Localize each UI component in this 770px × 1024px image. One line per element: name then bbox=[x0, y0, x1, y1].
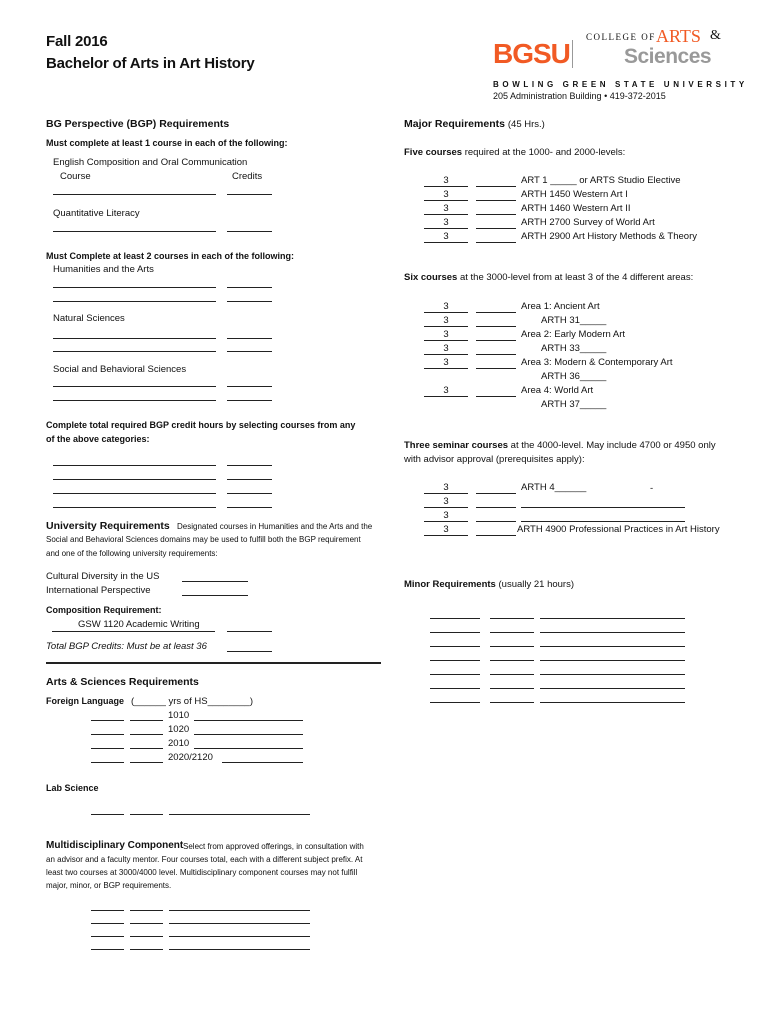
multi-field[interactable] bbox=[130, 936, 163, 937]
credits-value: 3 bbox=[443, 189, 449, 200]
social-course-field[interactable] bbox=[53, 400, 216, 401]
social-credits-field[interactable] bbox=[227, 386, 272, 387]
minor-grade-field[interactable] bbox=[490, 646, 534, 647]
five-courses-bold: Five courses bbox=[404, 147, 463, 158]
credits-underline bbox=[424, 507, 468, 508]
area-course-field[interactable]: ARTH 36_____ bbox=[541, 371, 607, 382]
language-course-label: 1020 bbox=[168, 724, 190, 735]
social-label: Social and Behavioral Sciences bbox=[53, 364, 187, 375]
minor-grade-field[interactable] bbox=[490, 632, 534, 633]
major-heading bbox=[404, 118, 545, 130]
gsw-course: GSW 1120 Academic Writing bbox=[78, 619, 200, 630]
grade-field[interactable] bbox=[476, 186, 516, 187]
address-line: 205 Administration Building • 419-372-2015 bbox=[493, 91, 666, 101]
language-field[interactable] bbox=[91, 762, 124, 763]
credits-value: 3 bbox=[443, 524, 449, 535]
minor-course-field[interactable] bbox=[540, 618, 685, 619]
natural-credits-field[interactable] bbox=[227, 338, 272, 339]
humanities-credits-field[interactable] bbox=[227, 287, 272, 288]
humanities-course-field[interactable] bbox=[53, 287, 216, 288]
major-course: ARTH 2900 Art History Methods & Theory bbox=[521, 231, 698, 242]
minor-credits-field[interactable] bbox=[430, 618, 480, 619]
grade-field[interactable] bbox=[476, 535, 516, 536]
credits-value: 3 bbox=[443, 496, 449, 507]
credits-underline bbox=[424, 396, 468, 397]
minor-course-field[interactable] bbox=[540, 674, 685, 675]
natural-label: Natural Sciences bbox=[53, 313, 125, 324]
university-desc-1: Designated courses in Humanities and the Arts and the bbox=[177, 522, 373, 531]
grade-field[interactable] bbox=[476, 312, 516, 313]
language-field[interactable] bbox=[91, 720, 124, 721]
quant-credits-field[interactable] bbox=[227, 231, 272, 232]
language-field[interactable] bbox=[130, 720, 163, 721]
grade-field[interactable] bbox=[476, 354, 516, 355]
international-field[interactable] bbox=[182, 595, 248, 596]
credits-underline bbox=[424, 521, 468, 522]
quant-label: Quantitative Literacy bbox=[53, 208, 140, 219]
lab-science-label: Lab Science bbox=[46, 783, 99, 793]
credits-value: 3 bbox=[443, 231, 449, 242]
area-label: Area 3: Modern & Contemporary Art bbox=[521, 357, 673, 368]
credits-value: 3 bbox=[443, 357, 449, 368]
minor-course-field[interactable] bbox=[540, 632, 685, 633]
major-course: ARTH 2700 Survey of World Art bbox=[521, 217, 655, 228]
language-section-field[interactable] bbox=[194, 720, 303, 721]
minor-grade-field[interactable] bbox=[490, 674, 534, 675]
multi-field[interactable] bbox=[91, 923, 124, 924]
minor-grade-field[interactable] bbox=[490, 618, 534, 619]
bgp-must-one: Must complete at least 1 course in each of the following: bbox=[46, 138, 288, 148]
minor-credits-field[interactable] bbox=[430, 632, 480, 633]
minor-hours: (usually 21 hours) bbox=[498, 579, 575, 590]
minor-course-field[interactable] bbox=[540, 660, 685, 661]
credits-value: 3 bbox=[443, 510, 449, 521]
seminar-course-field[interactable]: ARTH 4______ bbox=[521, 482, 587, 493]
area-label: Area 2: Early Modern Art bbox=[521, 329, 626, 340]
seminar-course: ARTH 4900 Professional Practices in Art History bbox=[517, 524, 720, 535]
minor-credits-field[interactable] bbox=[430, 674, 480, 675]
university-name: BOWLING GREEN STATE UNIVERSITY bbox=[493, 80, 748, 89]
credits-value: 3 bbox=[443, 301, 449, 312]
major-course: ARTH 1460 Western Art II bbox=[521, 203, 631, 214]
area-course-field[interactable]: ARTH 37_____ bbox=[541, 399, 607, 410]
credits-value: 3 bbox=[443, 175, 449, 186]
minor-credits-field[interactable] bbox=[430, 660, 480, 661]
credits-underline bbox=[424, 493, 468, 494]
six-courses-rest: at the 3000-level from at least 3 of the 4 different areas: bbox=[459, 272, 694, 283]
international-label: International Perspective bbox=[46, 585, 151, 596]
college-of-label: COLLEGE OF bbox=[586, 32, 656, 42]
language-section-field[interactable] bbox=[222, 762, 304, 763]
language-section-field[interactable] bbox=[194, 734, 303, 735]
course-column-label: Course bbox=[60, 171, 91, 182]
multi-field[interactable] bbox=[91, 936, 124, 937]
complete-total-line1: Complete total required BGP credit hours by selecting courses from any bbox=[46, 420, 356, 430]
language-field[interactable] bbox=[130, 762, 163, 763]
multi-desc-2: an advisor and a faculty mentor. Four courses total, each with a different subject prefix. At bbox=[46, 855, 363, 864]
humanities-credits-field[interactable] bbox=[227, 301, 272, 302]
seminar-course-field[interactable] bbox=[521, 507, 685, 508]
six-courses-bold: Six courses bbox=[404, 272, 458, 283]
grade-field[interactable] bbox=[476, 340, 516, 341]
lab-course-field[interactable] bbox=[169, 814, 310, 815]
english-label: English Composition and Oral Communication bbox=[53, 157, 248, 168]
arts-logo-text: ARTS bbox=[656, 26, 701, 46]
minor-grade-field[interactable] bbox=[490, 702, 534, 703]
university-heading: University Requirements bbox=[46, 520, 170, 532]
ampersand: & bbox=[710, 28, 721, 43]
cultural-field[interactable] bbox=[182, 581, 248, 582]
seminar-line2: with advisor approval (prerequisites apply): bbox=[404, 454, 585, 465]
english-credits-field[interactable] bbox=[227, 194, 272, 195]
quant-course-field[interactable] bbox=[53, 231, 216, 232]
foreign-language-label: Foreign Language bbox=[46, 696, 125, 706]
major-heading-label: Major Requirements bbox=[404, 118, 505, 130]
elective-credits-field[interactable] bbox=[227, 479, 272, 480]
credits-value: 3 bbox=[443, 385, 449, 396]
credits-value: 3 bbox=[443, 482, 449, 493]
lab-field[interactable] bbox=[91, 814, 124, 815]
multi-desc-3: least two courses at 3000/4000 level. Multidisciplinary component courses may not fulfill bbox=[46, 868, 358, 877]
language-section-field[interactable] bbox=[194, 748, 303, 749]
natural-credits-field[interactable] bbox=[227, 351, 272, 352]
credits-underline bbox=[424, 354, 468, 355]
credits-value: 3 bbox=[443, 217, 449, 228]
major-course: ART 1 _____ or ARTS Studio Elective bbox=[521, 175, 681, 186]
five-courses-rest: required at the 1000- and 2000-levels: bbox=[464, 147, 626, 158]
credits-column-label: Credits bbox=[232, 171, 263, 182]
total-bgp-credits: Total BGP Credits: Must be at least 36 bbox=[46, 641, 207, 652]
multi-course-field[interactable] bbox=[169, 936, 310, 937]
minor-credits-field[interactable] bbox=[430, 646, 480, 647]
grade-field[interactable] bbox=[476, 242, 516, 243]
arts-sciences-heading: Arts & Sciences Requirements bbox=[46, 676, 199, 688]
area-label: Area 1: Ancient Art bbox=[521, 301, 600, 312]
bgp-heading: BG Perspective (BGP) Requirements bbox=[46, 118, 230, 130]
term-title: Fall 2016 bbox=[46, 33, 108, 50]
multidisciplinary-heading: Multidisciplinary Component bbox=[46, 840, 184, 851]
social-credits-field[interactable] bbox=[227, 400, 272, 401]
humanities-label: Humanities and the Arts bbox=[53, 264, 154, 275]
credits-underline bbox=[424, 242, 468, 243]
credits-value: 3 bbox=[443, 329, 449, 340]
grade-field[interactable] bbox=[476, 396, 516, 397]
humanities-course-field[interactable] bbox=[53, 301, 216, 302]
seminar-bold: Three seminar courses bbox=[404, 440, 509, 451]
credits-underline bbox=[424, 186, 468, 187]
social-course-field[interactable] bbox=[53, 386, 216, 387]
grade-field[interactable] bbox=[476, 368, 516, 369]
university-desc-3: and one of the following university requirements: bbox=[46, 549, 218, 558]
cultural-label: Cultural Diversity in the US bbox=[46, 571, 160, 582]
multi-desc-4: major, minor, or BGP requirements. bbox=[46, 881, 172, 890]
multi-course-field[interactable] bbox=[169, 949, 310, 950]
minor-course-field[interactable] bbox=[540, 646, 685, 647]
composition-heading: Composition Requirement: bbox=[46, 605, 162, 615]
grade-field[interactable] bbox=[476, 228, 516, 229]
multi-field[interactable] bbox=[91, 949, 124, 950]
language-field[interactable] bbox=[91, 734, 124, 735]
minor-course-field[interactable] bbox=[540, 688, 685, 689]
minor-credits-field[interactable] bbox=[430, 702, 480, 703]
elective-course-field[interactable] bbox=[53, 493, 216, 494]
multi-field[interactable] bbox=[91, 910, 124, 911]
gsw-credits-field[interactable] bbox=[227, 631, 272, 632]
language-course-label: 2020/2120 bbox=[168, 752, 213, 763]
credits-underline bbox=[424, 228, 468, 229]
elective-credits-field[interactable] bbox=[227, 493, 272, 494]
grade-field[interactable] bbox=[476, 507, 516, 508]
section-divider bbox=[46, 662, 381, 664]
credits-underline bbox=[424, 535, 468, 536]
seminar-intro bbox=[404, 440, 716, 451]
area-label: Area 4: World Art bbox=[521, 385, 594, 396]
degree-title: Bachelor of Arts in Art History bbox=[46, 55, 255, 72]
gsw-underline bbox=[52, 631, 215, 632]
elective-course-field[interactable] bbox=[53, 479, 216, 480]
lab-field[interactable] bbox=[130, 814, 163, 815]
multi-field[interactable] bbox=[130, 923, 163, 924]
natural-course-field[interactable] bbox=[53, 351, 216, 352]
language-course-label: 1010 bbox=[168, 710, 190, 721]
grade-field[interactable] bbox=[476, 326, 516, 327]
grade-field[interactable] bbox=[476, 521, 516, 522]
grade-field[interactable] bbox=[476, 493, 516, 494]
multi-course-field[interactable] bbox=[169, 923, 310, 924]
foreign-hs-years: (______ yrs of HS________) bbox=[131, 696, 253, 707]
elective-course-field[interactable] bbox=[53, 507, 216, 508]
dash-mark: - bbox=[650, 483, 654, 494]
credits-underline bbox=[424, 200, 468, 201]
major-course: ARTH 1450 Western Art I bbox=[521, 189, 628, 200]
six-courses-intro bbox=[404, 272, 693, 283]
language-field[interactable] bbox=[91, 748, 124, 749]
language-field[interactable] bbox=[130, 748, 163, 749]
minor-course-field[interactable] bbox=[540, 702, 685, 703]
minor-heading-label: Minor Requirements bbox=[404, 579, 496, 590]
multi-desc-1: Select from approved offerings, in consultation with bbox=[183, 842, 364, 851]
minor-grade-field[interactable] bbox=[490, 688, 534, 689]
minor-credits-field[interactable] bbox=[430, 688, 480, 689]
language-course-label: 2010 bbox=[168, 738, 190, 749]
seminar-course-field[interactable] bbox=[521, 521, 685, 522]
grade-field[interactable] bbox=[476, 214, 516, 215]
english-course-field[interactable] bbox=[53, 194, 216, 195]
minor-grade-field[interactable] bbox=[490, 660, 534, 661]
multi-course-field[interactable] bbox=[169, 910, 310, 911]
grade-field[interactable] bbox=[476, 200, 516, 201]
credits-value: 3 bbox=[443, 343, 449, 354]
total-bgp-field[interactable] bbox=[227, 651, 272, 652]
elective-course-field[interactable] bbox=[53, 465, 216, 466]
sciences-logo-text: Sciences bbox=[624, 45, 712, 68]
area-course-field[interactable]: ARTH 31_____ bbox=[541, 315, 607, 326]
multi-field[interactable] bbox=[130, 949, 163, 950]
credits-value: 3 bbox=[443, 203, 449, 214]
elective-credits-field[interactable] bbox=[227, 507, 272, 508]
complete-total-line2: of the above categories: bbox=[46, 434, 150, 444]
bgsu-logo: BGSU bbox=[493, 38, 570, 69]
elective-credits-field[interactable] bbox=[227, 465, 272, 466]
language-field[interactable] bbox=[130, 734, 163, 735]
seminar-rest: at the 4000-level. May include 4700 or 4950 only bbox=[510, 440, 716, 451]
logo-divider bbox=[572, 40, 573, 68]
credits-underline bbox=[424, 340, 468, 341]
minor-heading bbox=[404, 579, 574, 590]
credits-underline bbox=[424, 326, 468, 327]
credits-value: 3 bbox=[443, 315, 449, 326]
credits-underline bbox=[424, 214, 468, 215]
five-courses-intro bbox=[404, 147, 625, 158]
major-hours: (45 Hrs.) bbox=[507, 119, 545, 130]
credits-underline bbox=[424, 312, 468, 313]
multi-field[interactable] bbox=[130, 910, 163, 911]
credits-underline bbox=[424, 368, 468, 369]
area-course-field[interactable]: ARTH 33_____ bbox=[541, 343, 607, 354]
university-desc-2: Social and Behavioral Sciences domains may be used to fulfill both the BGP requirement bbox=[46, 535, 361, 544]
bgp-must-two: Must Complete at least 2 courses in each of the following: bbox=[46, 251, 295, 261]
natural-course-field[interactable] bbox=[53, 338, 216, 339]
